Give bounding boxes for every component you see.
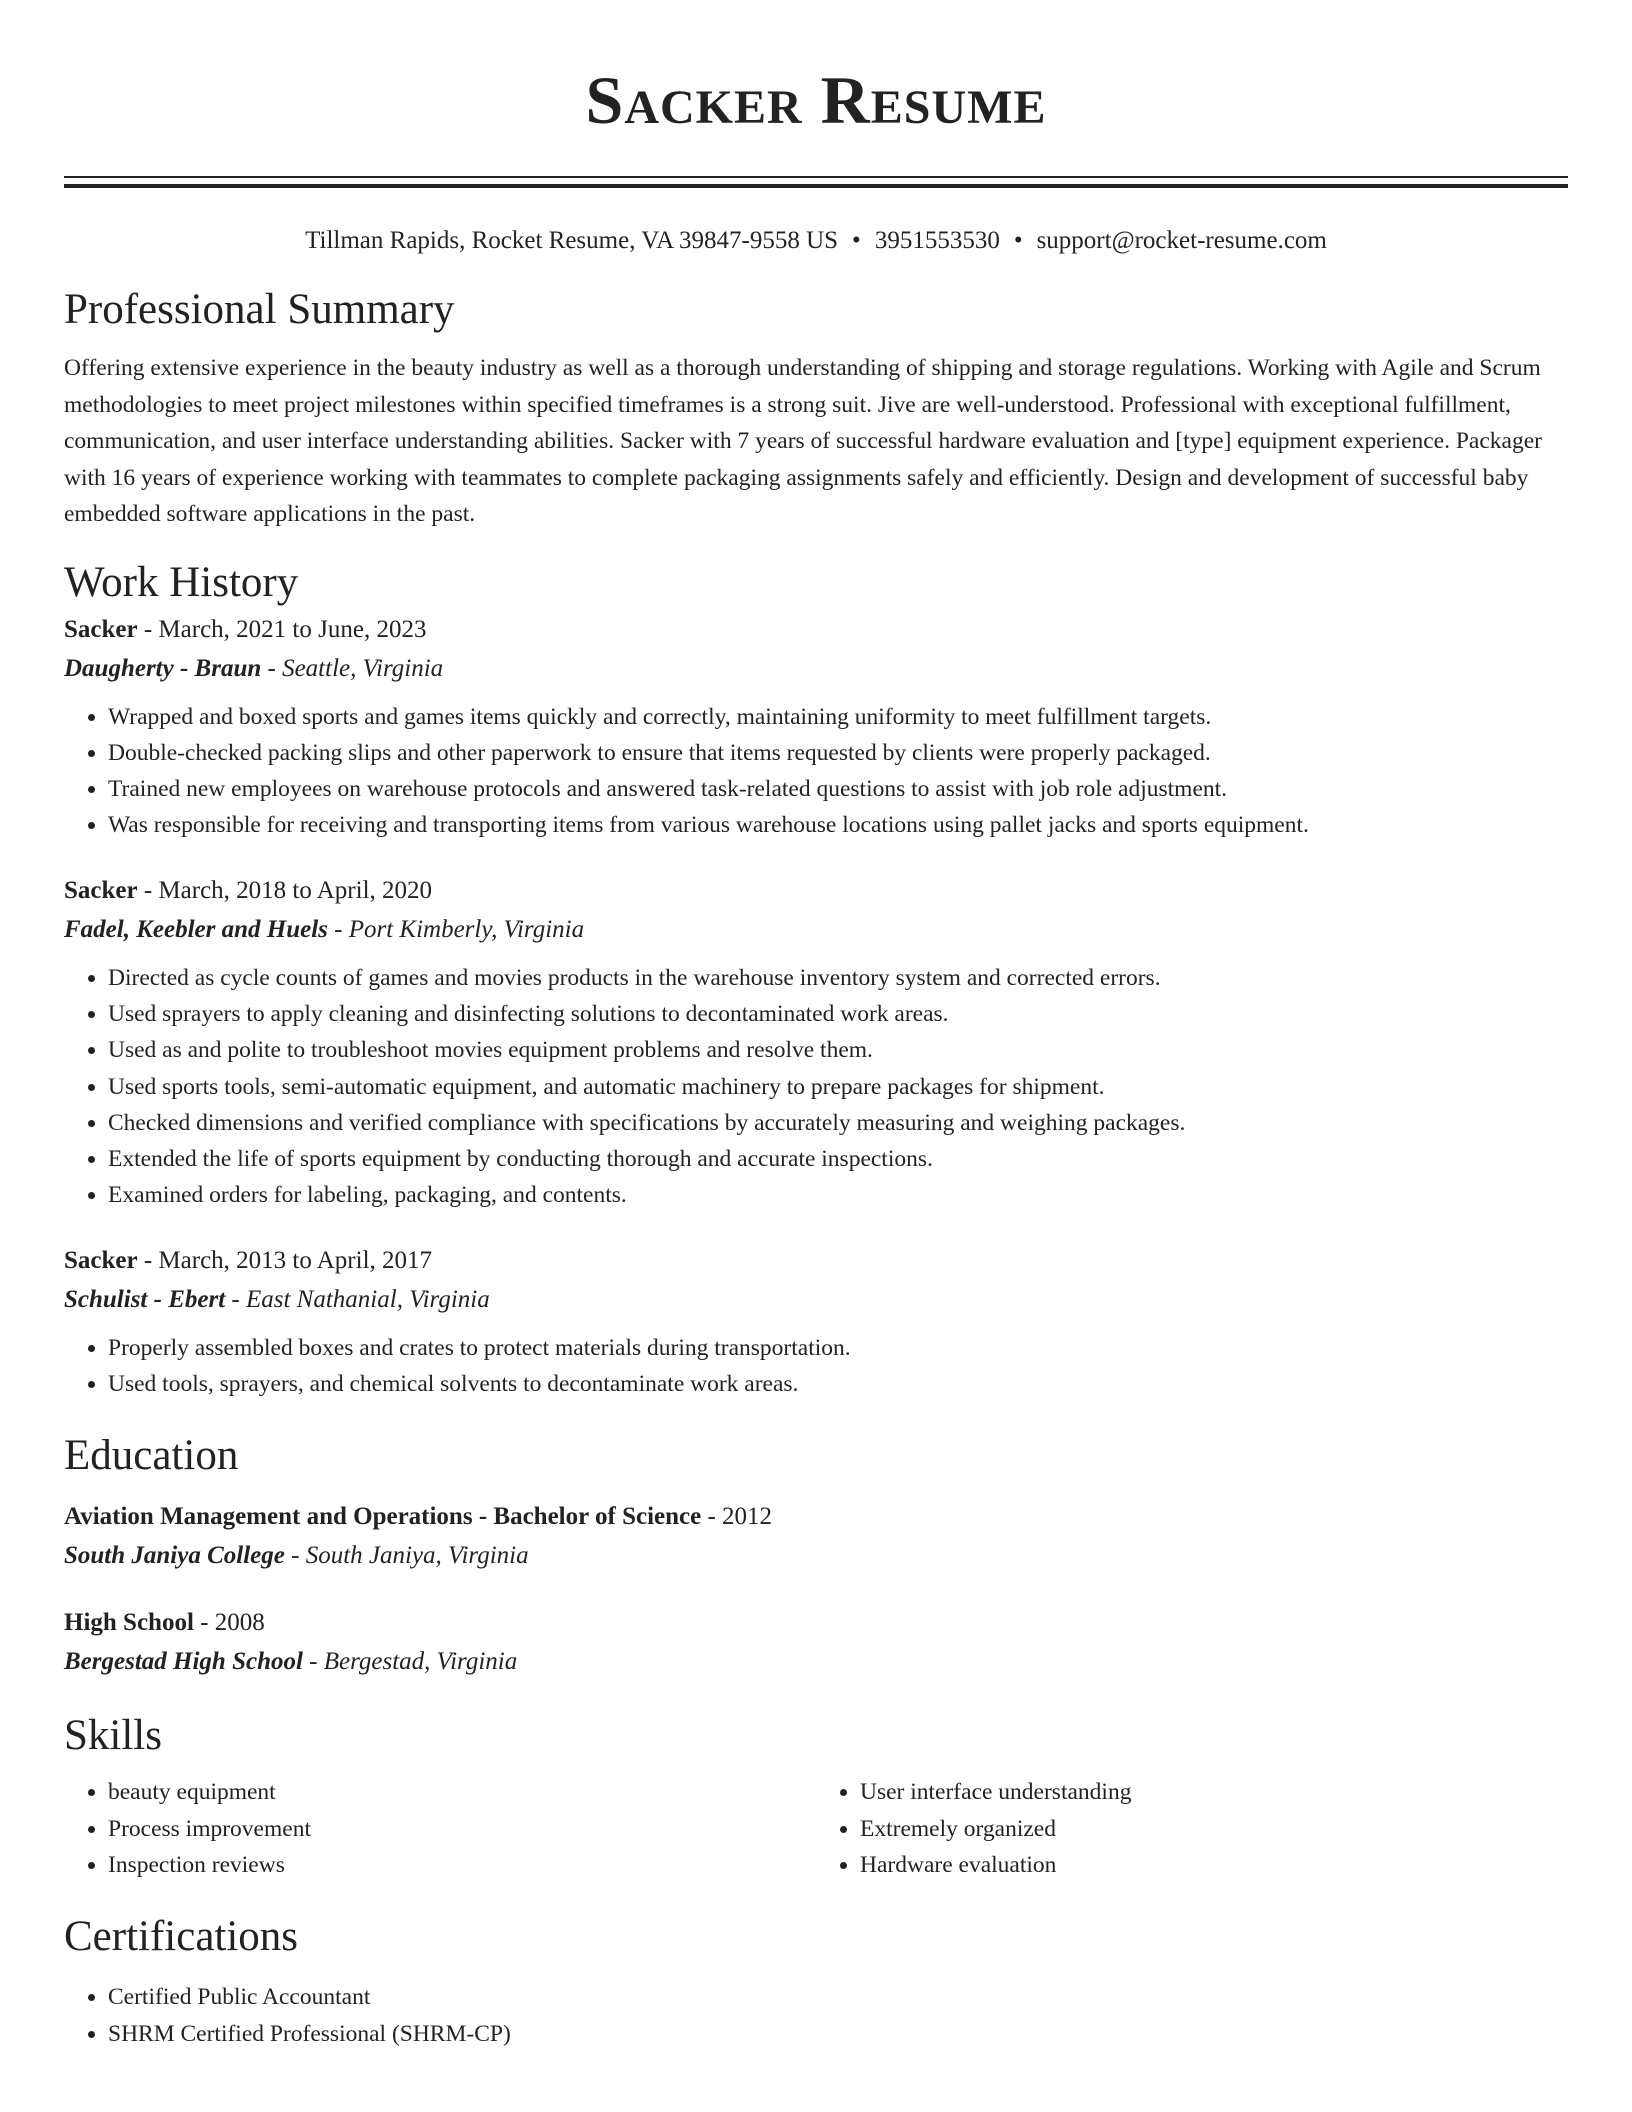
job-bullet: • Checked dimensions and verified compliance with specifications by accurately measuring and weighing packages. — [108, 1105, 1568, 1141]
job-bullet: • Used tools, sprayers, and chemical solvents to decontaminate work areas. — [108, 1366, 1568, 1402]
job-bullets — [64, 699, 1568, 844]
education-school: South Janiya College — [64, 1542, 285, 1570]
contact-line — [64, 224, 1568, 258]
section-heading-skills: Skills — [64, 1712, 162, 1760]
job-bullets — [64, 1330, 1568, 1403]
job-company: Daugherty - Braun — [64, 654, 262, 682]
education-location: - South Janiya, Virginia — [284, 1542, 529, 1570]
contact-phone: 3951553530 — [874, 227, 1000, 254]
education-location: - Bergestad, Virginia — [302, 1648, 518, 1676]
contact-separator: • — [1013, 227, 1023, 254]
title-divider-thin — [64, 176, 1568, 178]
summary-text: Offering extensive experience in the beauty industry as well as a thorough understanding of shipping and storage regulations. Working with Agile and Scrum methodologies to meet project milestones within specified timeframes is a strong suit. Jive are well-understood. Professional with exceptional fulfillment, communication, and user interface understanding abilities. Sacker with 7 years of successful hardware evaluation and [type] equipment experience. Packager with 16 years of experience working with teammates to complete packaging assignments safely and efficiently. Design and development of successful baby embedded software applications in the past. — [64, 355, 1542, 527]
education-year: - 2012 — [701, 1503, 773, 1531]
job-location: - Seattle, Virginia — [261, 654, 444, 682]
job-bullet: • Used sprayers to apply cleaning and disinfecting solutions to decontaminated work areas. — [108, 996, 1568, 1032]
education-school: Bergestad High School — [64, 1648, 303, 1676]
skills-columns — [64, 1774, 1568, 1883]
job-bullets — [64, 960, 1568, 1214]
job-bullet: • Wrapped and boxed sports and games items quickly and correctly, maintaining uniformity to meet fulfillment targets. — [108, 699, 1568, 735]
certification-item: • Certified Public Accountant — [108, 1979, 1568, 2015]
job-title: Sacker — [64, 1246, 138, 1274]
education-degree: Aviation Management and Operations - Bachelor of Science — [64, 1503, 702, 1531]
job-dates: - March, 2013 to April, 2017 — [137, 1246, 433, 1274]
job-bullet: • Trained new employees on warehouse protocols and answered task-related questions to assist with job role adjustment. — [108, 771, 1568, 807]
skill-item: • User interface understanding — [860, 1774, 1568, 1810]
skill-item: • Extremely organized — [860, 1811, 1568, 1847]
job-entry — [64, 1242, 1568, 1403]
section-heading-summary: Professional Summary — [64, 286, 455, 333]
job-title: Sacker — [64, 615, 138, 643]
skills-list-left — [64, 1774, 816, 1883]
job-dates: - March, 2018 to April, 2020 — [137, 876, 433, 904]
contact-email: support@rocket-resume.com — [1036, 227, 1327, 254]
job-company: Schulist - Ebert — [64, 1285, 226, 1313]
certification-item: • SHRM Certified Professional (SHRM-CP) — [108, 2016, 1568, 2052]
job-title: Sacker — [64, 876, 138, 904]
section-heading-education: Education — [64, 1432, 239, 1480]
job-title-line — [64, 611, 1568, 649]
education-degree: High School — [64, 1609, 194, 1637]
job-bullet: • Extended the life of sports equipment by conducting thorough and accurate inspections. — [108, 1141, 1568, 1177]
education-school-line — [64, 1536, 1568, 1576]
job-company: Fadel, Keebler and Huels — [64, 915, 328, 943]
job-location: - Port Kimberly, Virginia — [327, 915, 585, 943]
job-bullet: • Examined orders for labeling, packaging, and contents. — [108, 1177, 1568, 1213]
education-degree-line — [64, 1498, 1568, 1536]
job-company-line — [64, 1280, 1568, 1320]
job-title-line — [64, 1242, 1568, 1280]
skill-item: • Process improvement — [108, 1811, 816, 1847]
contact-separator: • — [852, 227, 861, 254]
job-entry — [64, 872, 1568, 1214]
section-heading-work-history: Work History — [64, 558, 299, 606]
skill-item: • beauty equipment — [108, 1774, 816, 1810]
contact-address: Tillman Rapids, Rocket Resume, VA 39847-9558 US — [305, 227, 839, 254]
education-entry — [64, 1604, 1568, 1682]
section-heading-certifications: Certifications — [64, 1913, 299, 1961]
job-bullet: • Was responsible for receiving and transporting items from various warehouse locations using pallet jacks and sports equipment. — [108, 807, 1568, 843]
job-company-line — [64, 910, 1568, 950]
skill-item: • Hardware evaluation — [860, 1847, 1568, 1883]
skills-list-right — [816, 1774, 1568, 1883]
job-bullet: • Used as and polite to troubleshoot movies equipment problems and resolve them. — [108, 1032, 1568, 1068]
job-location: - East Nathanial, Virginia — [225, 1285, 490, 1313]
job-bullet: • Double-checked packing slips and other paperwork to ensure that items requested by clients were properly packaged. — [108, 735, 1568, 771]
job-title-line — [64, 872, 1568, 910]
job-bullet: • Used sports tools, semi-automatic equipment, and automatic machinery to prepare packages for shipment. — [108, 1069, 1568, 1105]
job-bullet: • Directed as cycle counts of games and movies products in the warehouse inventory system and corrected errors. — [108, 960, 1568, 996]
job-entry — [64, 611, 1568, 844]
title-divider-thick — [64, 184, 1568, 188]
resume-title: Sacker Resume — [585, 62, 1047, 138]
education-degree-line — [64, 1604, 1568, 1642]
education-year: - 2008 — [193, 1609, 265, 1637]
certifications-list — [64, 1979, 1568, 2052]
job-dates: - March, 2021 to June, 2023 — [137, 615, 427, 643]
skill-item: • Inspection reviews — [108, 1847, 816, 1883]
education-entry — [64, 1498, 1568, 1576]
job-company-line — [64, 649, 1568, 689]
education-school-line — [64, 1642, 1568, 1682]
job-bullet: • Properly assembled boxes and crates to protect materials during transportation. — [108, 1330, 1568, 1366]
